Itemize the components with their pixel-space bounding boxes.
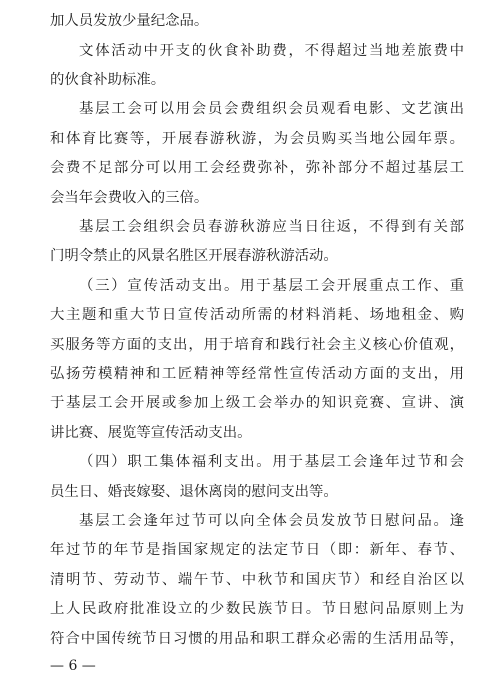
text-line: 会费不足部分可以用工会经费弥补，弥补部分不超过基层工 [50,160,464,176]
text-line: 讲比赛、展览等宣传活动支出。 [50,425,252,441]
text-line: 基层工会逢年过节可以向全体会员发放节日慰问品。逢 [79,513,464,529]
text-line: 员生日、婚丧嫁娶、退休离岗的慰问支出等。 [50,484,338,500]
text-line: 于基层工会开展或参加上级工会举办的知识竞赛、宣讲、演 [50,395,464,411]
text-line: 大主题和重大节日宣传活动所需的材料消耗、场地租金、购 [50,307,464,323]
text-line: 基层工会组织会员春游秋游应当日往返，不得到有关部 [79,219,464,235]
text-line: 门明令禁止的风景名胜区开展春游秋游活动。 [50,248,338,264]
page-number: — 6 — [50,658,96,674]
text-line: 买服务等方面的支出，用于培育和践行社会主义核心价值观， [50,337,464,353]
text-line: 上人民政府批准设立的少数民族节日。节日慰问品原则上为 [50,601,464,617]
text-line: （三）宣传活动支出。用于基层工会开展重点工作、重 [79,278,464,294]
text-line: 年过节的年节是指国家规定的法定节日（即：新年、春节、 [50,542,464,558]
text-line: 文体活动中开支的伙食补助费，不得超过当地差旅费中 [79,43,464,59]
text-line: 弘扬劳模精神和工匠精神等经常性宣传活动方面的支出，用 [50,366,464,382]
text-line: 和体育比赛等，开展春游秋游，为会员购买当地公园年票。 [50,131,464,147]
text-line: 的伙食补助标准。 [50,72,166,88]
text-line: （四）职工集体福利支出。用于基层工会逢年过节和会 [79,454,464,470]
text-line: 会当年会费收入的三倍。 [50,190,209,206]
text-line: 清明节、劳动节、端午节、中秋节和国庆节）和经自治区以 [50,572,464,588]
text-line: 符合中国传统节日习惯的用品和职工群众必需的生活用品等， [50,631,464,647]
text-line: 基层工会可以用会员会费组织会员观看电影、文艺演出 [79,101,464,117]
text-line: 加人员发放少量纪念品。 [50,13,209,29]
